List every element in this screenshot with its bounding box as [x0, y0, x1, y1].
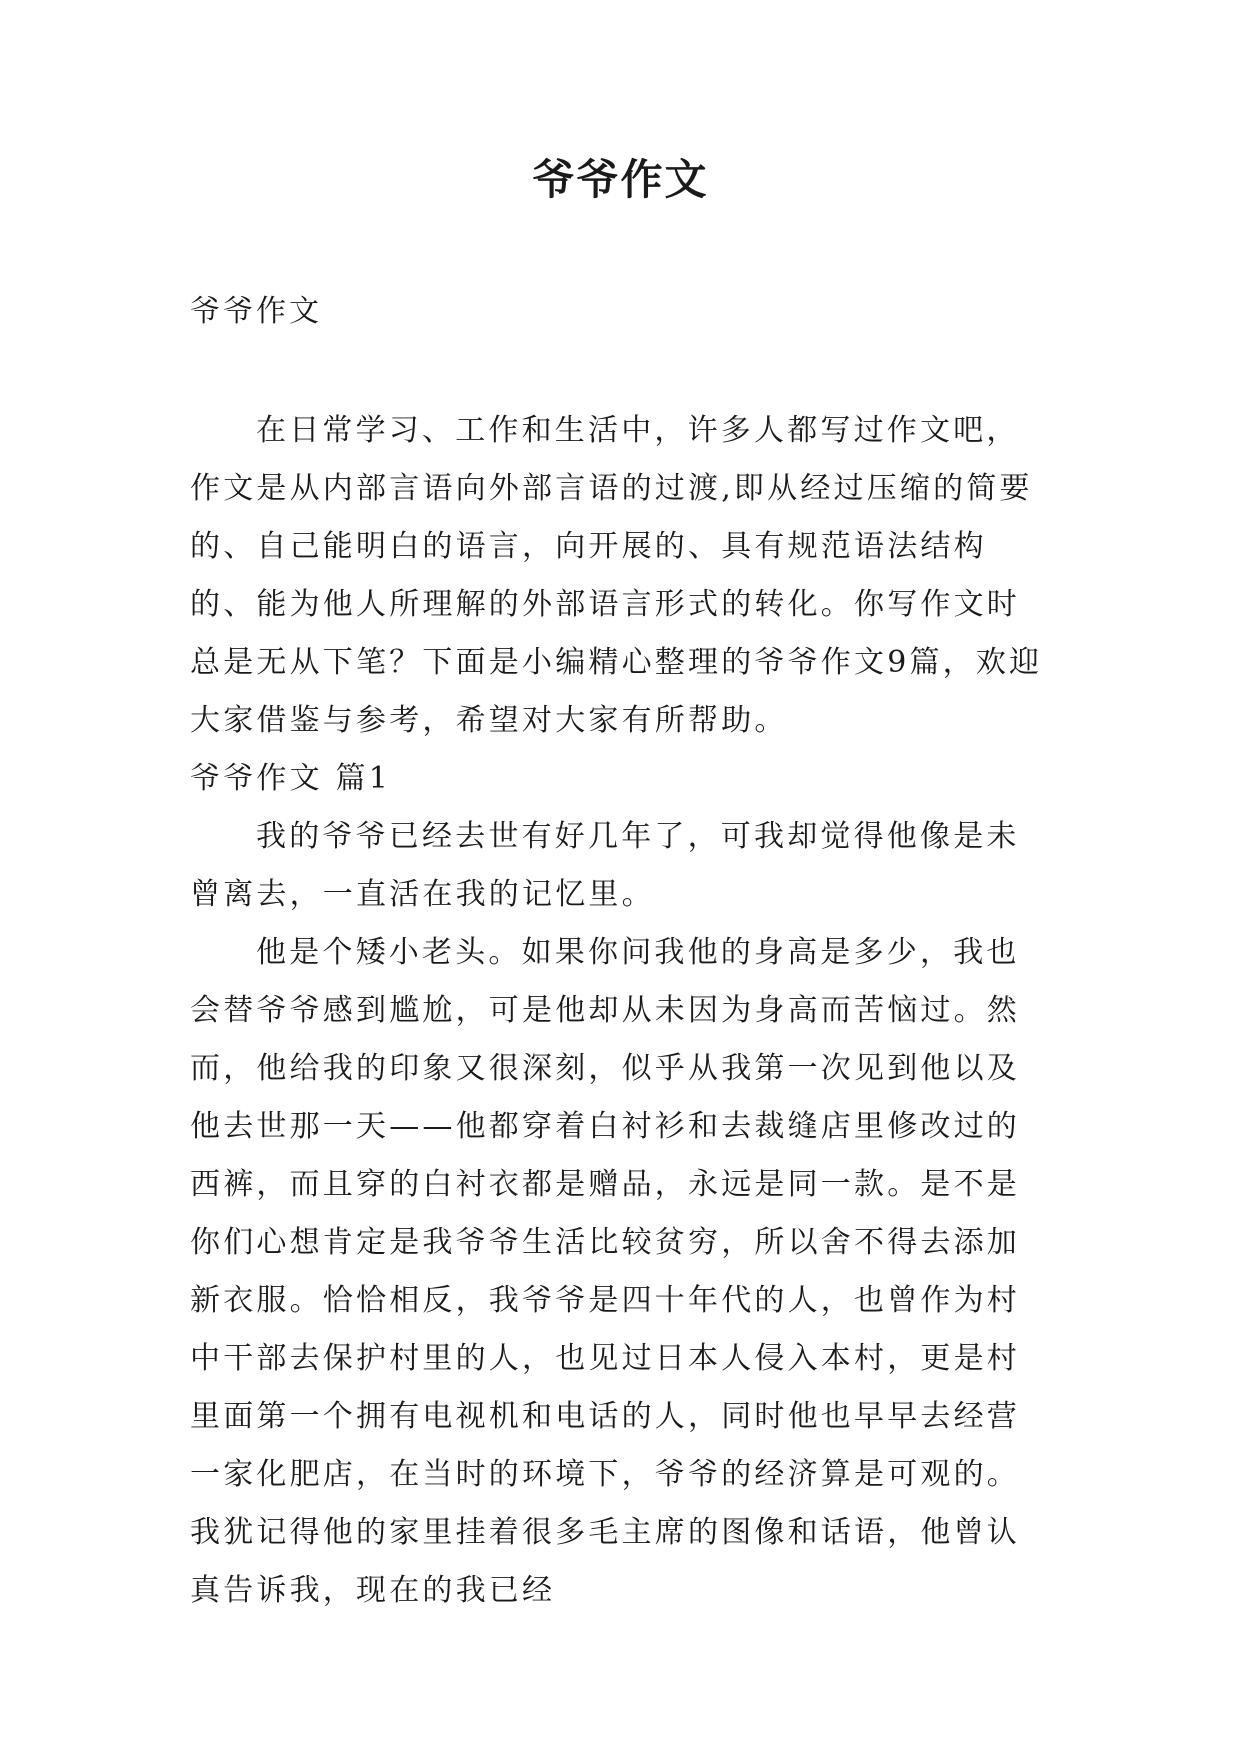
intro-paragraph: 在日常学习、工作和生活中，许多人都写过作文吧，作文是从内部言语向外部言语的过渡,即从经过压缩的简要的、自己能明白的语言，向开展的、具有规范语法结构的、能为他人所理解的外部语言形式的转化。你写作文时总是无从下笔？下面是小编精心整理的爷爷作文9篇，欢迎大家借鉴与参考，希望对大家有所帮助。	[190, 413, 1043, 738]
section-heading: 爷爷作文 篇1	[190, 761, 392, 796]
body-paragraph: 他是个矮小老头。如果你问我他的身高是多少，我也会替爷爷感到尴尬，可是他却从未因为身高而苦恼过。然而，他给我的印象又很深刻，似乎从我第一次见到他以及他去世那一天——他都穿着白衬衫和去裁缝店里修改过的西裤，而且穿的白衬衣都是赠品，永远是同一款。是不是你们心想肯定是我爷爷生活比较贫穷，所以舍不得去添加新衣服。恰恰相反，我爷爷是四十年代的人，也曾作为村中干部去保护村里的人，也见过日本人侵入本村，更是村里面第一个拥有电视机和电话的人，同时他也早早去经营一家化肥店，在当时的环境下，爷爷的经济算是可观的。我犹记得他的家里挂着很多毛主席的图像和话语，他曾认真告诉我，现在的我已经	[190, 935, 1020, 1608]
body-paragraph: 我的爷爷已经去世有好几年了，可我却觉得他像是未曾离去，一直活在我的记忆里。	[190, 819, 1020, 912]
document-subtitle: 爷爷作文	[190, 294, 322, 329]
page-title: 爷爷作文	[532, 155, 709, 204]
document-body	[190, 402, 1050, 1620]
